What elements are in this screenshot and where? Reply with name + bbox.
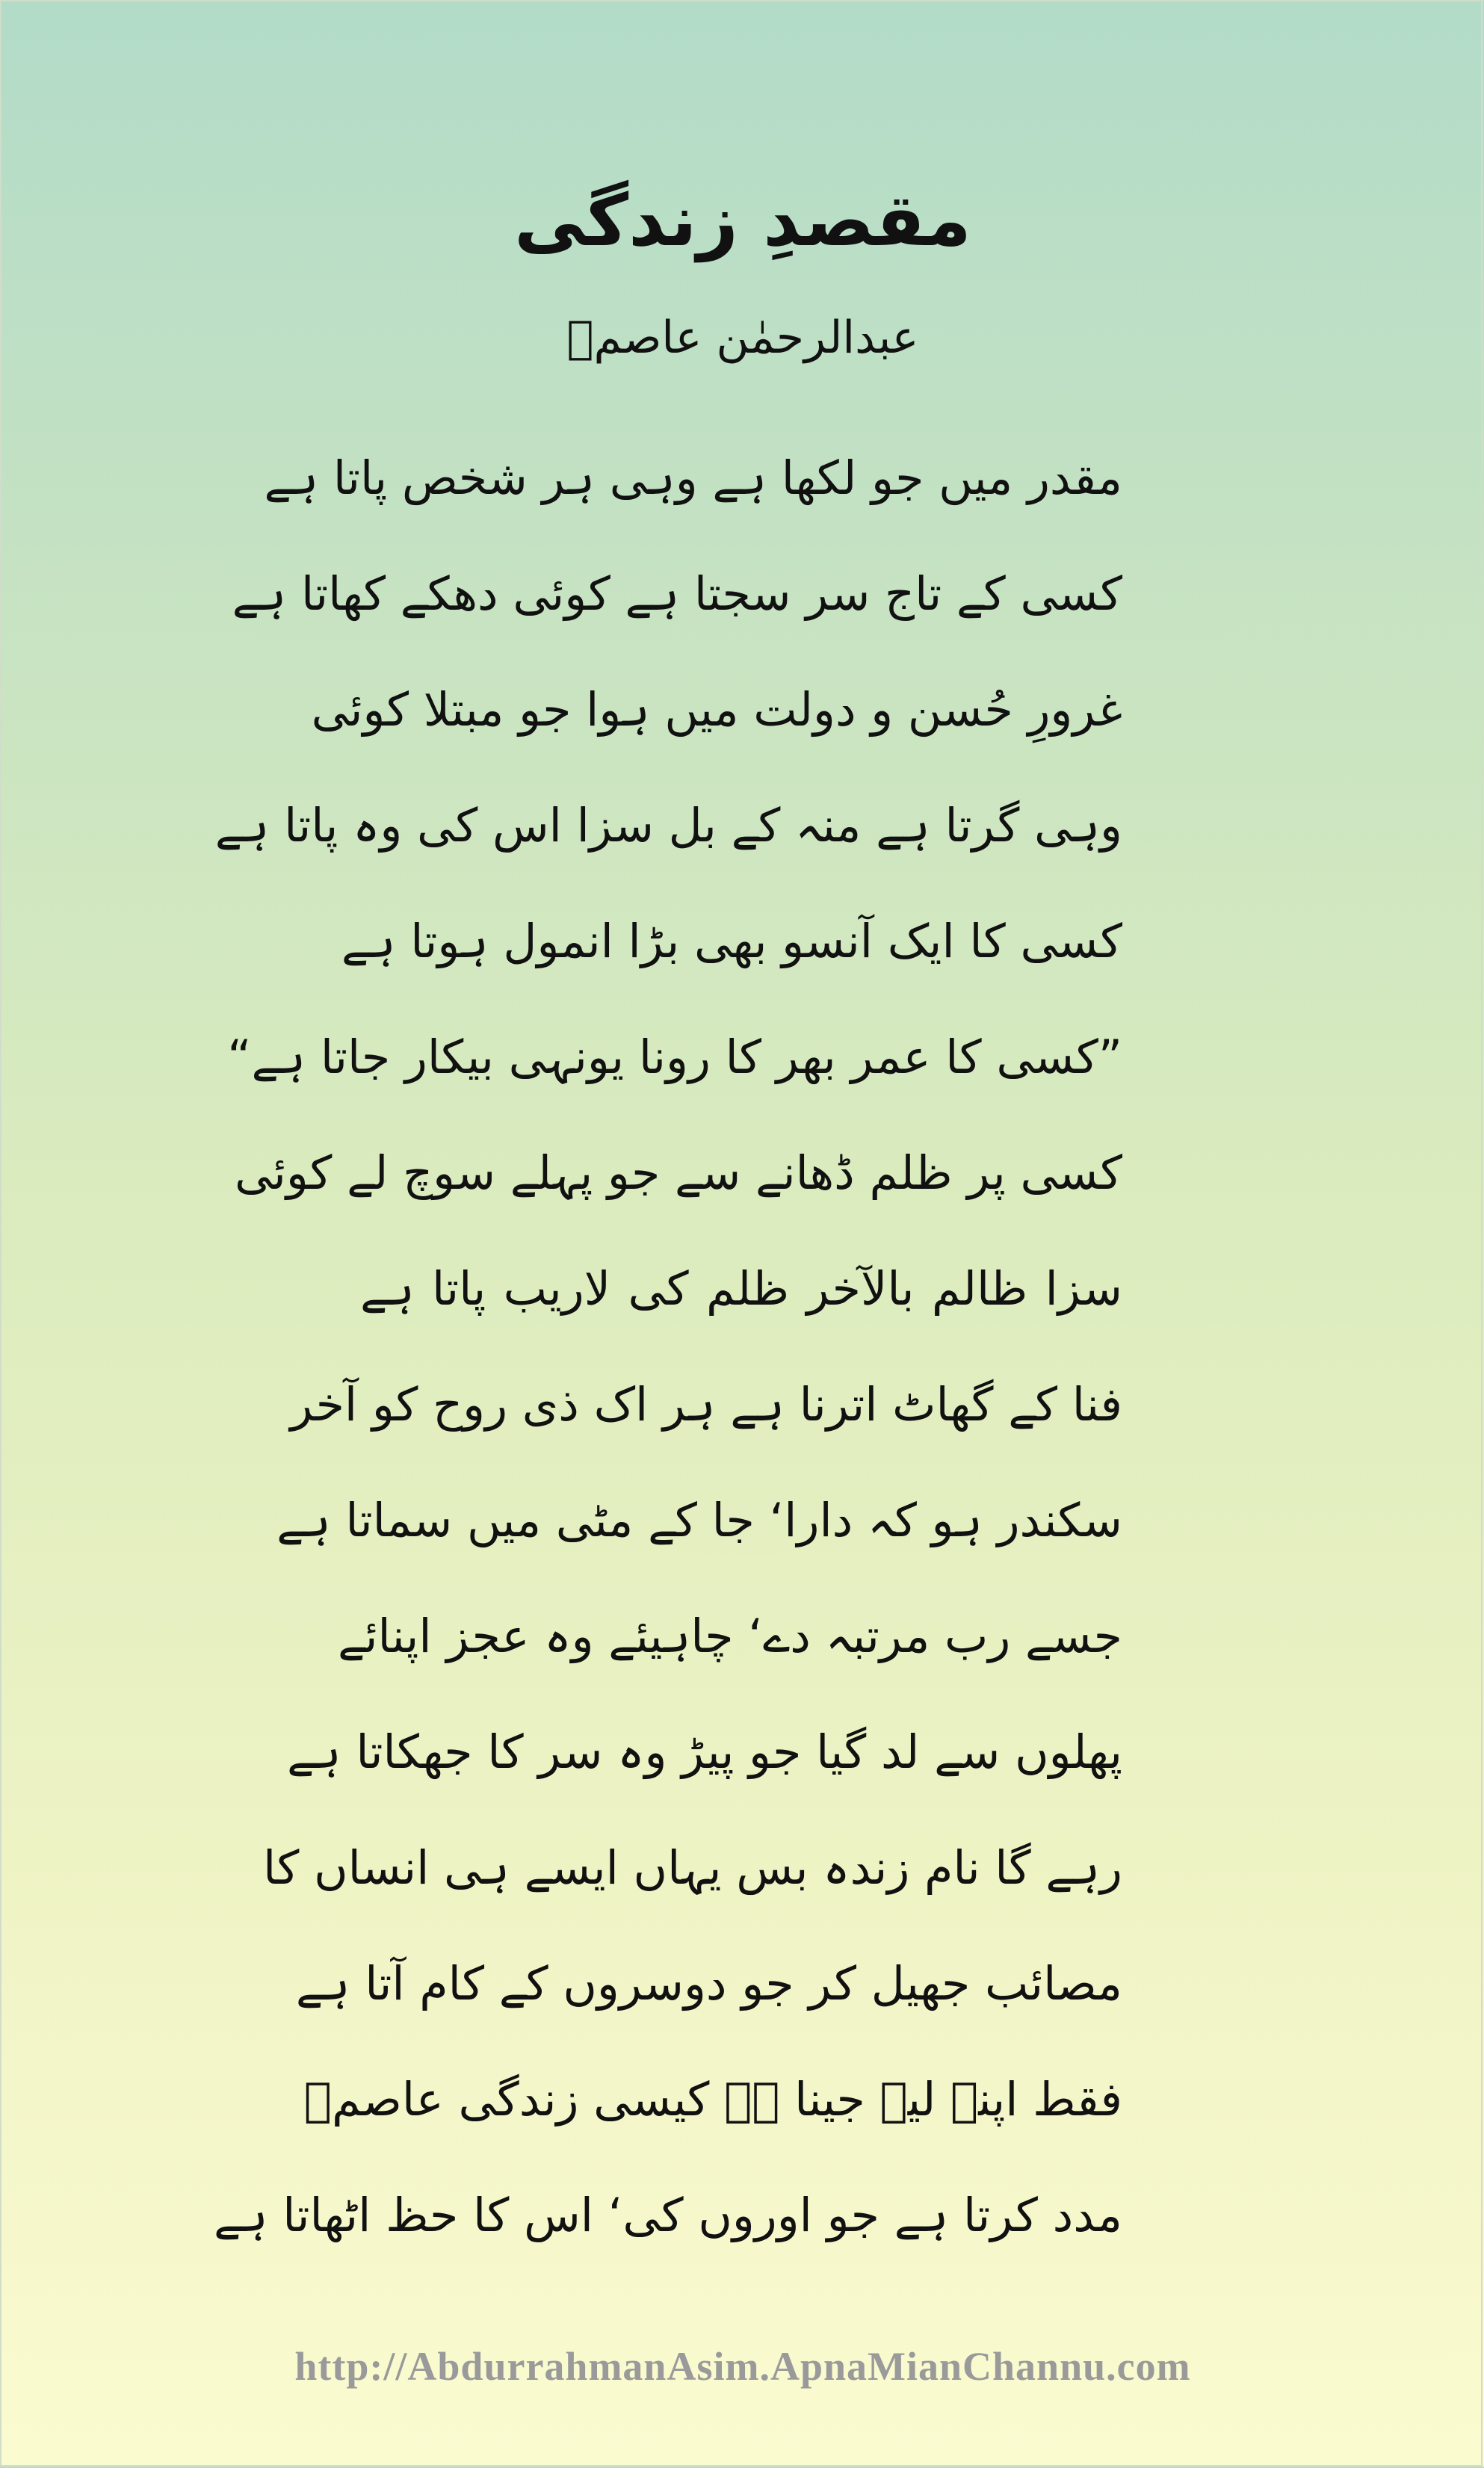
poem-verse: فقط اپنے لیے جینا ہے کیسی زندگی عاصمؔ xyxy=(303,2072,1122,2127)
poem-verse: سزا ظالم بالآخر ظلم کی لاریب پاتا ہے xyxy=(360,1261,1122,1316)
poem-verse: ”کسی کا عمر بھر کا رونا یونہی بیکار جاتا ہے“ xyxy=(227,1030,1122,1084)
poem-verse: سکندر ہو کہ دارا‘ جا کے مٹی میں سماتا ہے xyxy=(276,1493,1122,1547)
poem-verse: کسی پر ظلم ڈھانے سے جو پہلے سوچ لے کوئی xyxy=(234,1145,1122,1200)
poem-verse: مقدر میں جو لکھا ہے وہی ہر شخص پاتا ہے xyxy=(264,451,1122,505)
poem-page xyxy=(1,1,1484,2468)
poem-title: مقصدِ زندگی xyxy=(514,179,971,262)
poem-verse: وہی گرتا ہے منہ کے بل سزا اس کی وہ پاتا ہے xyxy=(214,798,1122,853)
poem-verse: جسے رب مرتبہ دے‘ چاہیئے وہ عجز اپنائے xyxy=(337,1609,1122,1663)
poem-verse: رہے گا نام زندہ بس یہاں ایسے ہی انساں کا xyxy=(262,1840,1122,1895)
poem-verse: کسی کے تاج سر سجتا ہے کوئی دھکے کھاتا ہے xyxy=(232,566,1122,621)
poem-verses xyxy=(213,420,1122,2273)
poem-author: عبدالرحمٰن عاصمؔ xyxy=(566,312,919,364)
poem-verse: فنا کے گھاٹ اترنا ہے ہر اک ذی روح کو آخر xyxy=(290,1377,1122,1432)
poem-verse: مصائب جھیل کر جو دوسروں کے کام آتا ہے xyxy=(295,1956,1122,2011)
poem-verse: کسی کا ایک آنسو بھی بڑا انمول ہوتا ہے xyxy=(341,914,1122,968)
poem-verse: پھلوں سے لد گیا جو پیڑ وہ سر کا جھکاتا ہے xyxy=(286,1725,1122,1779)
poem-verse: غرورِ حُسن و دولت میں ہوا جو مبتلا کوئی xyxy=(311,682,1122,737)
poem-verse: مدد کرتا ہے جو اوروں کی‘ اس کا حظ اٹھاتا ہے xyxy=(213,2188,1122,2242)
website-url: http://AbdurrahmanAsim.ApnaMianChannu.com xyxy=(294,2344,1191,2389)
